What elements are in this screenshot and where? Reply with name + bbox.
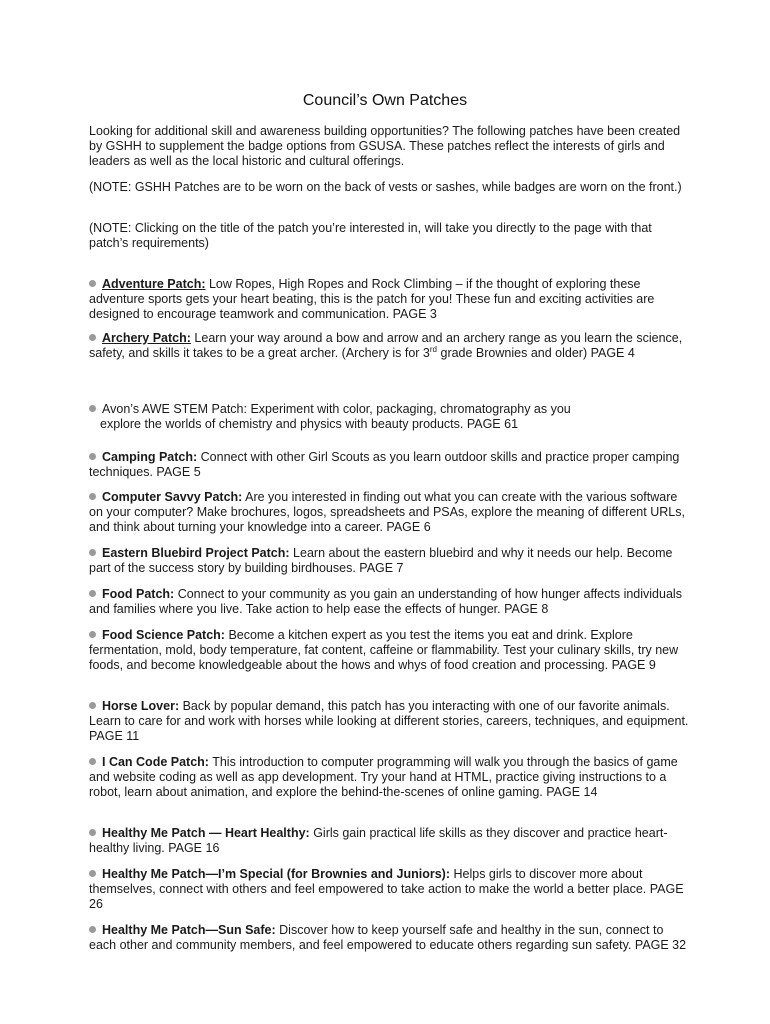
patch-description: Low Ropes, High Ropes and Rock Climbing – if the thought of exploring these adventure sports gets your heart beating, this is the patch for you! These fun and exciting activities are designed to encourage teamwork and communication. PAGE 3 [89, 277, 655, 321]
patch-item-heart-healthy [89, 826, 689, 856]
bullet-icon [89, 870, 96, 877]
bullet-icon [89, 590, 96, 597]
bullet-icon [89, 926, 96, 933]
bullet-icon [89, 758, 96, 765]
patch-title-link[interactable]: Healthy Me Patch — Heart Healthy: [102, 826, 310, 840]
patch-description: Are you interested in finding out what you can create with the various software on your computer? Make brochures, logos, spreadsheets and PSAs, explore the meaning of different URLs, and think about turning your knowledge into a career. PAGE 6 [89, 490, 685, 534]
patch-item-i-can-code [89, 755, 689, 800]
patch-title-link[interactable]: Adventure Patch: [102, 277, 206, 291]
patch-description: Learn about the eastern bluebird and why it needs our help. Become part of the success story by building birdhouses. PAGE 7 [89, 546, 673, 575]
patch-description: Helps girls to discover more about themselves, connect with others and feel empowered to take action to make the world a better place. PAGE 26 [89, 867, 684, 911]
bullet-icon [89, 702, 96, 709]
patch-item-camping [89, 450, 689, 480]
patch-title-link[interactable]: Avon’s AWE STEM Patch: [102, 402, 247, 416]
patch-description: Experiment with color, packaging, chromatography as you [250, 402, 571, 416]
patch-title-link[interactable]: Healthy Me Patch—I’m Special (for Brownies and Juniors): [102, 867, 450, 881]
bullet-icon [89, 493, 96, 500]
patch-item-adventure [89, 277, 689, 322]
patch-description: Connect to your community as you gain an understanding of how hunger affects individuals and families where you live. Take action to help ease the effects of hunger. PAGE 8 [89, 587, 682, 616]
bullet-icon [89, 405, 96, 412]
note-clicking: (NOTE: Clicking on the title of the patch you’re interested in, will take you directly to the page with that patch’s requirements) [89, 221, 652, 250]
bullet-icon [89, 829, 96, 836]
patch-title-link[interactable]: Food Patch: [102, 587, 175, 601]
patch-item-horse-lover [89, 699, 689, 744]
note-wearing: (NOTE: GSHH Patches are to be worn on the back of vests or sashes, while badges are worn on the front.) [89, 180, 682, 194]
bullet-icon [89, 549, 96, 556]
patch-title-link[interactable]: I Can Code Patch: [102, 755, 209, 769]
patch-description: Back by popular demand, this patch has you interacting with one of our favorite animals. Learn to care for and work with horses while looking at different stories, careers, techniques, and equipment. PAGE 11 [89, 699, 689, 743]
bullet-icon [89, 334, 96, 341]
ordinal-suffix: rd [429, 344, 438, 354]
patch-item-eastern-bluebird [89, 546, 689, 576]
bullet-icon [89, 631, 96, 638]
bullet-icon [89, 453, 96, 460]
patch-title-link[interactable]: Food Science Patch: [102, 628, 225, 642]
patch-description-line2: explore the worlds of chemistry and physics with beauty products. PAGE 61 [100, 417, 519, 431]
patch-description: Discover how to keep yourself safe and healthy in the sun, connect to each other and community members, and feel empowered to educate others regarding sun safety. PAGE 32 [89, 923, 687, 952]
patch-title-link[interactable]: Horse Lover: [102, 699, 180, 713]
page-title: Council’s Own Patches [302, 92, 468, 109]
patch-title-link[interactable]: Archery Patch: [102, 331, 191, 345]
bullet-icon [89, 280, 96, 287]
patch-title-link[interactable]: Camping Patch: [102, 450, 198, 464]
patch-description: Girls gain practical life skills as they discover and practice heart-healthy living. PAGE 16 [89, 826, 668, 855]
patch-item-im-special [89, 867, 689, 912]
intro-paragraph: Looking for additional skill and awareness building opportunities? The following patches have been created by GSHH to supplement the badge options from GSUSA. These patches reflect the interests of girls and leaders as well as the local historic and cultural offerings. [89, 124, 681, 168]
patch-item-computer-savvy [89, 490, 689, 535]
patch-title-link[interactable]: Eastern Bluebird Project Patch: [102, 546, 290, 560]
patch-item-food-science [89, 628, 689, 673]
patch-item-avon [89, 402, 649, 432]
patch-description-end: grade Brownies and older) PAGE 4 [437, 346, 635, 360]
patch-description: Become a kitchen expert as you test the items you eat and drink. Explore fermentation, mold, body temperature, fat content, caffeine or flammability. Test your culinary skills, try new foods, and become knowledgeable about the hows and whys of food creation and processing. PAGE 9 [89, 628, 679, 672]
patch-item-food [89, 587, 689, 617]
patch-title-link[interactable]: Computer Savvy Patch: [102, 490, 243, 504]
patch-title-link[interactable]: Healthy Me Patch—Sun Safe: [102, 923, 276, 937]
patch-item-archery [89, 331, 689, 361]
patch-description: Connect with other Girl Scouts as you learn outdoor skills and practice proper camping techniques. PAGE 5 [89, 450, 680, 479]
patch-description: This introduction to computer programming will walk you through the basics of game and website coding as well as app development. Try your hand at HTML, practice giving instructions to a robot, learn about animation, and explore the behind-the-scenes of online gaming. PAGE 14 [89, 755, 678, 799]
patch-item-sun-safe [89, 923, 689, 953]
patch-description: Learn your way around a bow and arrow and an archery range as you learn the science, safety, and skills it takes to be a great archer. (Archery is for 3 [89, 331, 683, 360]
